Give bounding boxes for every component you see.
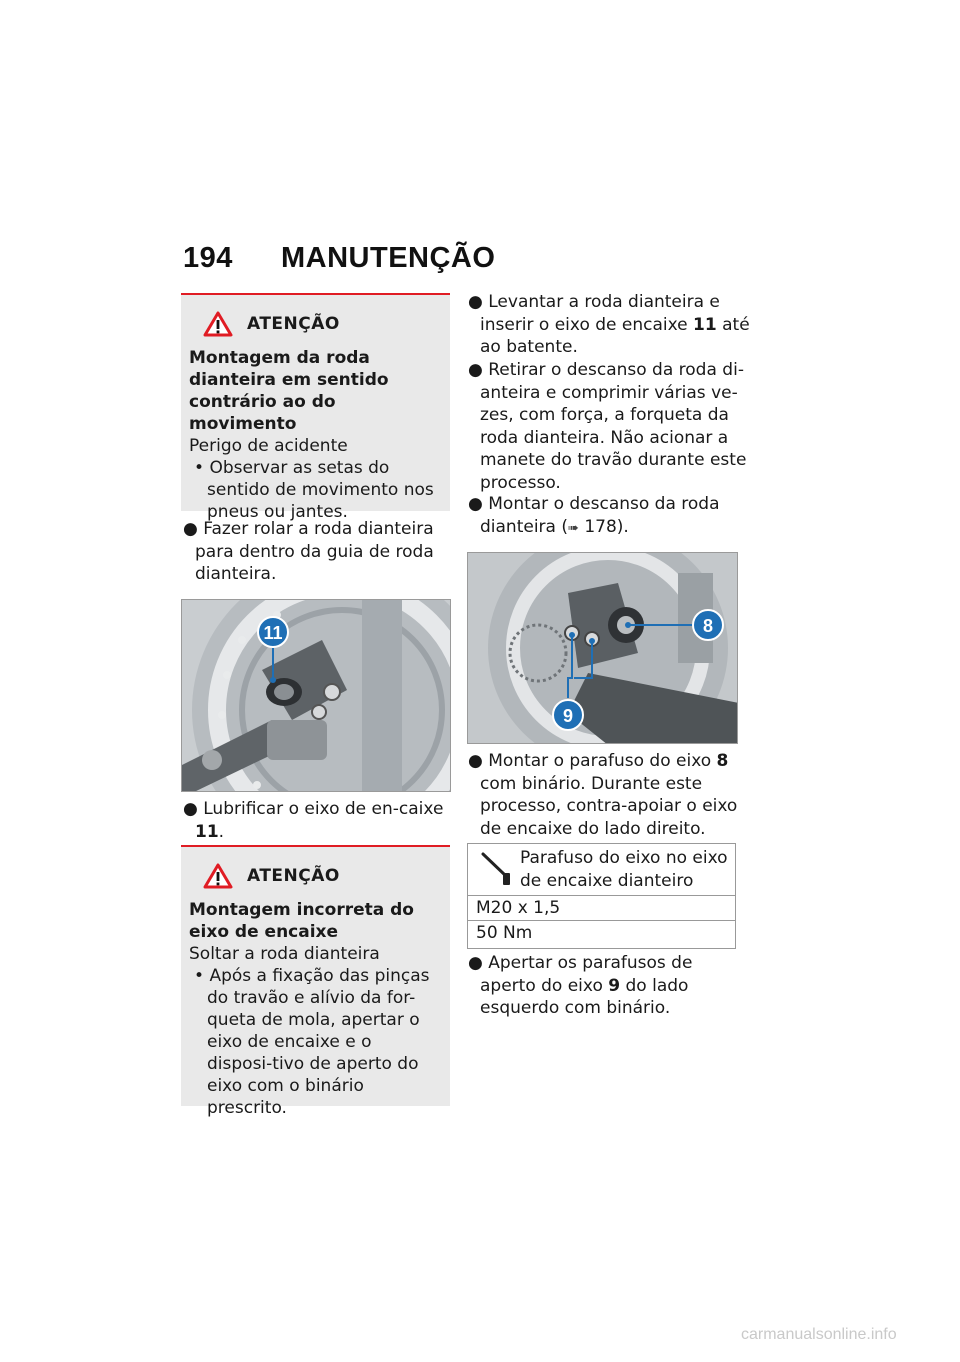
wheel-axle-illustration	[182, 600, 451, 792]
warning-title: ATENÇÃO	[247, 314, 340, 334]
step-roll-wheel-text: Fazer rolar a roda dianteira para dentro da guia de roda dianteira.	[195, 519, 434, 584]
axle-bolts-illustration	[468, 553, 738, 744]
warning-bullet-2-text: Após a fixação das pinças do travão e alívio da for-queta de mola, apertar o eixo de encaixe e o disposi-tivo de aperto do eixo com o binário prescrito.	[207, 966, 430, 1118]
step-lift-tail: até ao batente.	[480, 314, 750, 357]
warning-subtitle: Montagem da roda dianteira em sentido contrário ao do movimento	[189, 348, 389, 434]
step-lubricate-axle: ● Lubrificar o eixo de en-caixe 11.	[183, 799, 444, 842]
wheel-axle-photo-2	[467, 552, 738, 744]
step-lift-text: Levantar a roda dianteira e inserir o eixo de encaixe	[480, 292, 720, 335]
step-clamp-text: Apertar os parafusos de aperto do eixo	[480, 953, 693, 996]
page-header	[183, 242, 495, 275]
warning-box-1	[181, 293, 450, 522]
step-mount-stand-tail: ).	[616, 516, 629, 537]
watermark: carmanualsonline.info	[741, 1326, 897, 1343]
step-mount-axle-bolt: ● Montar o parafuso do eixo 8 com binário. Durante este processo, contra-apoiar o eixo de encaixe do lado direito.	[468, 751, 738, 839]
spec-thread: M20 x 1,5	[468, 896, 735, 921]
step-axle-bolt-ref: 8	[716, 751, 729, 771]
warning-header-2	[203, 863, 442, 889]
step-mount-stand-ref[interactable]: 178	[584, 516, 617, 537]
callout-11: 11	[263, 623, 283, 643]
spec-header-row	[468, 844, 735, 896]
step-clamp-tail: do lado esquerdo com binário.	[480, 975, 689, 1018]
warning-header	[203, 311, 442, 337]
callout-9: 9	[562, 706, 574, 726]
step-mount-stand: ● Montar o descanso da roda dianteira (➠ 178).	[468, 494, 720, 537]
warning-triangle-icon	[203, 311, 233, 337]
wheel-axle-photo-1	[181, 599, 451, 792]
torque-spec-table	[467, 843, 736, 949]
page-number: 194	[183, 242, 233, 274]
step-axle-bolt-text: Montar o parafuso do eixo	[488, 751, 712, 771]
page-ref-arrow-icon: ➠	[568, 520, 579, 536]
warning-text: Perigo de acidente	[189, 436, 348, 456]
step-lift-ref: 11	[693, 314, 717, 335]
step-mount-stand-text: Montar o descanso da roda dianteira (	[480, 494, 720, 537]
spec-torque: 50 Nm	[476, 923, 533, 943]
callout-8: 8	[702, 616, 714, 636]
warning-bullet-text: Observar as setas do sentido de movimento nos pneus ou jantes.	[207, 458, 434, 522]
warning-title-2: ATENÇÃO	[247, 866, 340, 886]
torque-wrench-icon	[480, 850, 514, 888]
warning-triangle-icon	[203, 863, 233, 889]
step-lubricate-text: Lubrificar o eixo de en-caixe	[203, 799, 444, 819]
step-remove-stand: ● Retirar o descanso da roda di-anteira e comprimir várias ve-zes, com força, a forqueta da roda dianteira. Não acionar a manete do travão durante este processo.	[468, 360, 747, 493]
section-title: MANUTENÇÃO	[281, 242, 496, 274]
step-clamp-ref: 9	[608, 975, 621, 996]
step-lift-wheel: ● Levantar a roda dianteira e inserir o eixo de encaixe 11 até ao batente.	[468, 292, 750, 357]
warning-bullet: • Observar as setas do sentido de movimento nos pneus ou jantes.	[194, 458, 434, 522]
step-roll-wheel: ● Fazer rolar a roda dianteira para dentro da guia de roda dianteira.	[183, 519, 434, 584]
step-lubricate-ref: 11	[195, 821, 219, 842]
warning-subtitle-2: Montagem incorreta do eixo de encaixe	[189, 900, 414, 942]
spec-title: Parafuso do eixo no eixo de encaixe dianteiro	[520, 848, 728, 891]
warning-box-2	[181, 845, 450, 1118]
step-remove-stand-text: Retirar o descanso da roda di-anteira e comprimir várias ve-zes, com força, a forqueta da roda dianteira. Não acionar a manete do travão durante este processo.	[480, 360, 747, 493]
warning-text-2: Soltar a roda dianteira	[189, 944, 380, 964]
step-tighten-clamp-bolts: ● Apertar os parafusos de aperto do eixo 9 do lado esquerdo com binário.	[468, 953, 693, 1018]
step-axle-bolt-tail: com binário. Durante este processo, contra-apoiar o eixo de encaixe do lado direito.	[480, 773, 738, 839]
warning-bullet-2: • Após a fixação das pinças do travão e alívio da for-queta de mola, apertar o eixo de encaixe e o disposi-tivo de aperto do eixo com o binário prescrito.	[194, 966, 430, 1118]
